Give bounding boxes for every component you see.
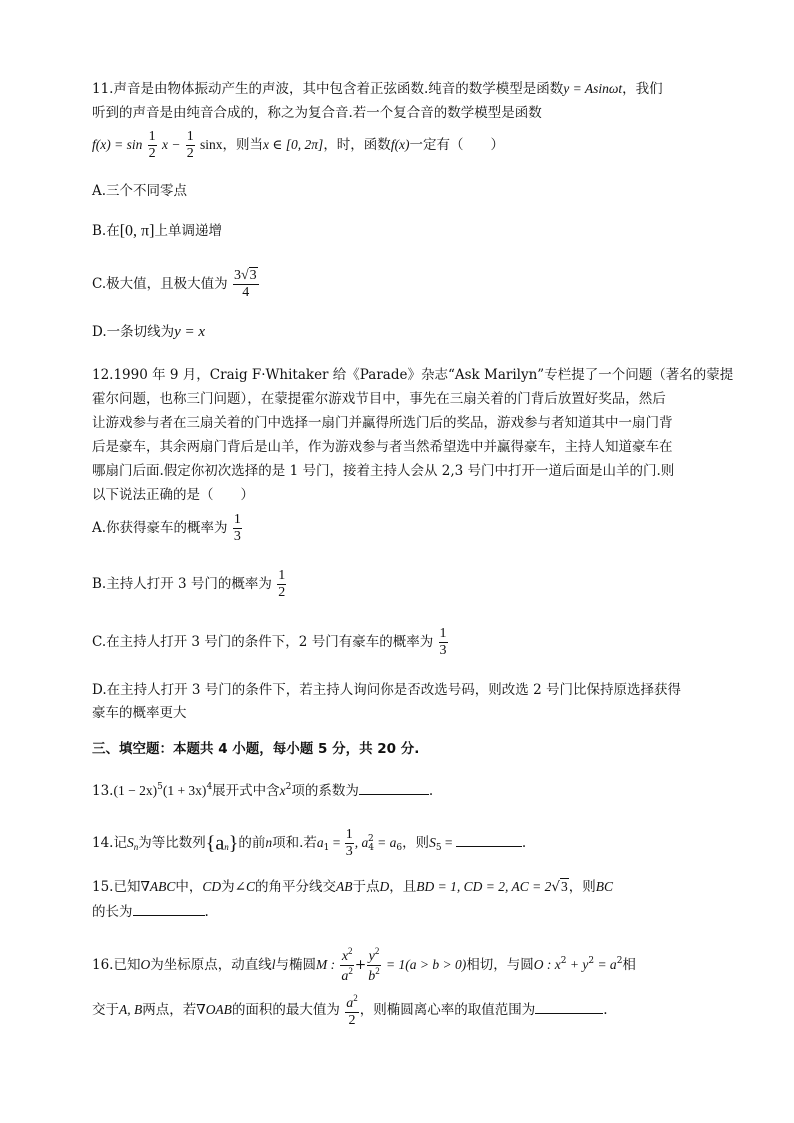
q11-domain: x ∈ [0, 2π] (263, 137, 324, 152)
q16-frac-max: $\frac{a^2}{2}$ (346, 992, 358, 1028)
q12-option-d-line1: D.在主持人打开 3 号门的条件下，若主持人询问你是否改选号码，则改选 2 号门比保持原选择获得 (92, 682, 681, 698)
q12-line4: 后是豪车，其余两扇门背后是山羊，作为游戏参与者当然希望选中并赢得豪车，主持人知道豪车在 (92, 439, 673, 455)
q14-answer-blank[interactable] (456, 832, 522, 847)
q16-answer-blank[interactable] (535, 999, 603, 1014)
q15-line2: 的长为 . (92, 901, 209, 922)
q13: $13.(1 - 2x)^5(1 + 3x)^4$展开式中含$x^2$项的系数为 . (92, 782, 434, 799)
q11-text: ，我们 (622, 81, 663, 97)
q11-text: ，时，函数 (323, 137, 391, 153)
q11-option-c: C.极大值，且极大值为 $\frac{3√3}{4}$ (92, 268, 257, 300)
q11-option-a: A.三个不同零点 (92, 183, 188, 199)
q12-frac-b: $\frac{1}{2}$ (278, 568, 286, 600)
q11-func-x: x − (161, 137, 181, 152)
q11-option-b: B.在[0, π]上单调递增 (92, 222, 222, 240)
q11-func: f(x) = sin (92, 137, 143, 152)
q12-line3: 让游戏参与者在三扇关着的门中选择一扇门并赢得所选门后的奖品，游戏参与者知道其中一扇门背 (92, 415, 673, 431)
q12-option-a: A.你获得豪车的概率为 $\frac{1}{3}$ (92, 512, 241, 544)
q15-answer-blank[interactable] (133, 901, 205, 916)
q11-fx: f(x) (390, 137, 410, 152)
q12-line2: 霍尔问题，也称三门问题），在蒙提霍尔游戏节目中，事先在三扇关着的门背后放置好奖品，然后 (92, 391, 666, 407)
q11-sinx: sinx (200, 137, 223, 152)
q11-line2: 听到的声音是由纯音合成的，称之为复合音.若一个复合音的数学模型是函数 (92, 105, 542, 121)
q16-frac-y: $\frac{y^2}{b^2}$ (368, 946, 380, 984)
q12-frac-a: $\frac{1}{3}$ (233, 512, 241, 544)
q11-frac-half: $\frac{1}{2}$ (148, 129, 156, 161)
q11-text: 11.声音是由物体振动产生的声波，其中包含着正弦函数.纯音的数学模型是函数 (92, 81, 564, 97)
q12-option-d-line2: 豪车的概率更大 (92, 705, 187, 721)
q11-line1 (92, 79, 663, 99)
q12-frac-c: $\frac{1}{3}$ (439, 626, 447, 658)
q15-line1: 15.已知∇ABC中，CD为∠C的角平分线交AB于点D，且BD = 1, CD = 2, AC = 2√3，则BC (92, 879, 613, 895)
q16-frac-x: $\frac{x^2}{a^2}$ (341, 946, 353, 984)
q12-option-b: B.主持人打开 3 号门的概率为 $\frac{1}{2}$ (92, 568, 286, 600)
q11-formula: y = Asinωt (563, 81, 623, 96)
q11-tangent: y = x (174, 324, 206, 340)
section-title: 三、填空题：本题共 4 小题，每小题 5 分，共 20 分. (92, 741, 420, 757)
q11-frac-max: $\frac{3√3}{4}$ (233, 268, 257, 300)
q12-line1: 12.1990 年 9 月，Craig F·Whitaker 给《Parade》杂志“Ask Marilyn”专栏提了一个问题（著名的蒙提 (92, 367, 734, 383)
q16-line2: 交于A, B两点，若∇OAB的面积的最大值为 $\frac{a^2}{2}$ ，则椭圆离心率的取值范围为 . (92, 992, 608, 1028)
q11-frac-half-2: $\frac{1}{2}$ (186, 129, 194, 161)
q16-line1: 16.已知O为坐标原点，动直线l与椭圆M : $\frac{x^2}{a^2}$ + $\frac{y^2}{b^2}$ = 1(a > b > 0)相切，与圆O : $x^2 + y^2 = a^2$相 (92, 946, 636, 984)
q12-line6: 以下说法正确的是（ ） (92, 487, 254, 503)
q12-line5: 哪扇门后面.假定你初次选择的是 1 号门，接着主持人会从 2,3 号门中打开一道后面是山羊的门.则 (92, 463, 675, 479)
q14-frac: $\frac{1}{3}$ (345, 827, 353, 859)
q13-expr: (1 − 2x) (113, 783, 158, 798)
q12-option-c: C.在主持人打开 3 号门的条件下，2 号门有豪车的概率为 $\frac{1}{3}$ (92, 626, 447, 658)
q11-line3 (92, 130, 504, 161)
q11-option-d: D.一条切线为y = x (92, 324, 206, 340)
q11-text: 一定有（ ） (409, 137, 505, 153)
q11-interval: [0, π] (119, 222, 155, 240)
q14: 14.记$S_n$为等比数列$\{a_n\}$的前n项和.若$a_1$ = $\frac{1}{3}$ , $a_4^2 = a_6$，则$S_5$ = . (92, 827, 527, 859)
q13-answer-blank[interactable] (359, 780, 429, 795)
q11-text: ，则当 (222, 137, 264, 153)
